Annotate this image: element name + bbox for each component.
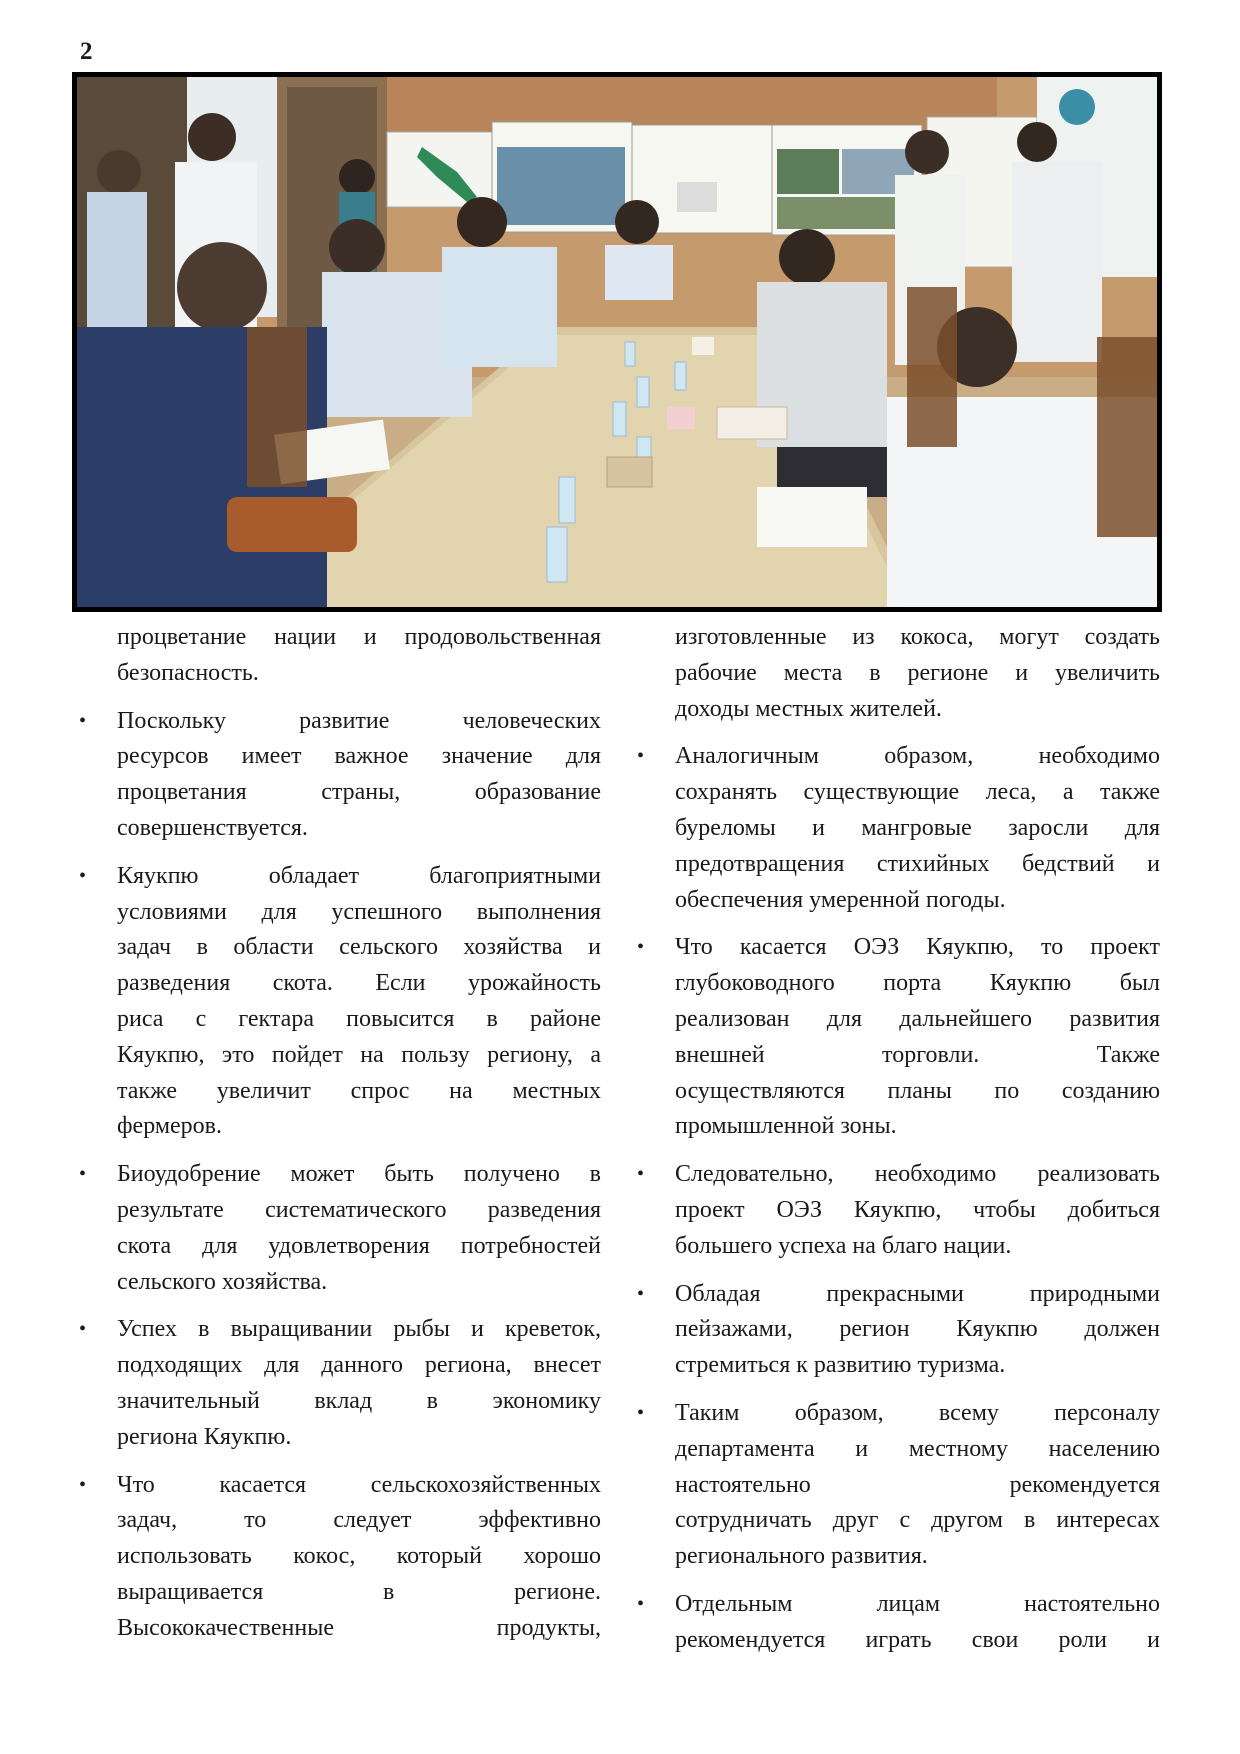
bullet-paragraph [634, 1157, 1160, 1264]
text-line: буреломы и мангровые заросли для [675, 814, 1160, 841]
text-line: • Обладая прекрасными природными [675, 1280, 1160, 1307]
leather-bag [227, 497, 357, 552]
text-line: большего успеха на благо нации. [675, 1232, 1012, 1259]
text-line: • Поскольку развитие человеческих [117, 707, 601, 734]
text-line: региона Кяукпю. [117, 1423, 292, 1450]
text-line: • Следовательно, необходимо реализовать [675, 1161, 1160, 1188]
continued-paragraph [76, 620, 601, 692]
text-line: • Что касается ОЭЗ Кяукпю, то проект [675, 934, 1160, 961]
text-line: выращивается в регионе. [117, 1578, 601, 1605]
text-line: фермеров. [117, 1113, 223, 1140]
text-line: безопасность. [117, 659, 259, 686]
text-line: разведения скота. Если урожайность [117, 970, 601, 997]
bullet-paragraph [634, 1396, 1160, 1575]
text-line: настоятельно рекомендуется [675, 1471, 1160, 1498]
text-line: • Успех в выращивании рыбы и креветок, [117, 1316, 601, 1343]
text-line: риса с гектара повысится в районе [117, 1005, 601, 1032]
text-line: осуществляются планы по созданию [675, 1077, 1160, 1104]
text-line: доходы местных жителей. [675, 695, 942, 722]
text-line: задач, то следует эффективно [117, 1507, 601, 1534]
meeting-photo [72, 72, 1162, 612]
page-number: 2 [80, 38, 93, 65]
text-line: • Таким образом, всему персоналу [675, 1399, 1160, 1426]
text-line: условиями для успешного выполнения [117, 898, 601, 925]
text-line: департамента и местному населению [675, 1435, 1160, 1462]
text-line: внешней торговли. Также [675, 1041, 1160, 1068]
bullet-paragraph [634, 739, 1160, 918]
text-line: Кяукпю, это пойдет на пользу региону, а [117, 1041, 601, 1068]
text-line: результате систематического разведения [117, 1196, 601, 1223]
text-line: процветание нации и продовольственная [117, 624, 601, 650]
text-line: также увеличит спрос на местных [117, 1077, 601, 1104]
text-line: сельского хозяйства. [117, 1268, 328, 1295]
text-line: процветания страны, образование [117, 779, 601, 806]
text-line: пейзажами, регион Кяукпю должен [675, 1316, 1160, 1343]
text-line: предотвращения стихийных бедствий и [675, 850, 1160, 877]
text-line: • Кяукпю обладает благоприятными [117, 862, 601, 889]
text-line: значительный вклад в экономику [117, 1387, 601, 1414]
bullet-paragraph [76, 859, 601, 1145]
text-line: подходящих для данного региона, внесет [117, 1352, 601, 1379]
left-column [76, 620, 601, 1659]
text-line: совершенствуется. [117, 814, 308, 841]
right-column [634, 620, 1160, 1671]
text-line: • Отдельным лицам настоятельно [675, 1590, 1160, 1617]
continued-paragraph [634, 620, 1160, 727]
meeting-photo-illustration [77, 77, 1157, 607]
text-line: рекомендуется играть свои роли и [675, 1626, 1160, 1653]
text-line: реализован для дальнейшего развития [675, 1005, 1160, 1032]
text-line: стремиться к развитию туризма. [675, 1352, 1006, 1379]
text-line: • Аналогичным образом, необходимо [675, 743, 1160, 770]
text-line: сотрудничать друг с другом в интересах [675, 1507, 1160, 1534]
text-line: рабочие места в регионе и увеличить [675, 659, 1160, 686]
text-line: промышленной зоны. [675, 1113, 897, 1140]
text-line: Высококачественные продукты, [117, 1614, 601, 1641]
text-line: сохранять существующие леса, а также [675, 779, 1160, 806]
text-line: проект ОЭЗ Кяукпю, чтобы добиться [675, 1196, 1160, 1223]
text-line: обеспечения умеренной погоды. [675, 886, 1006, 913]
bullet-paragraph [76, 1468, 601, 1647]
text-line: задач в области сельского хозяйства и [117, 934, 601, 961]
text-line: скота для удовлетворения потребностей [117, 1232, 601, 1259]
text-line: изготовленные из кокоса, могут создать [675, 624, 1160, 650]
text-line: регионального развития. [675, 1543, 928, 1570]
bullet-paragraph [76, 704, 601, 847]
bullet-paragraph [76, 1157, 601, 1300]
text-line: использовать кокос, который хорошо [117, 1543, 601, 1570]
bullet-paragraph [634, 1277, 1160, 1384]
text-line: глубоководного порта Кяукпю был [675, 970, 1160, 997]
text-line: • Биоудобрение может быть получено в [117, 1161, 601, 1188]
bullet-paragraph [76, 1312, 601, 1455]
text-line: • Что касается сельскохозяйственных [117, 1471, 601, 1498]
text-line: ресурсов имеет важное значение для [117, 743, 601, 770]
bullet-paragraph [634, 1587, 1160, 1659]
bullet-paragraph [634, 930, 1160, 1145]
